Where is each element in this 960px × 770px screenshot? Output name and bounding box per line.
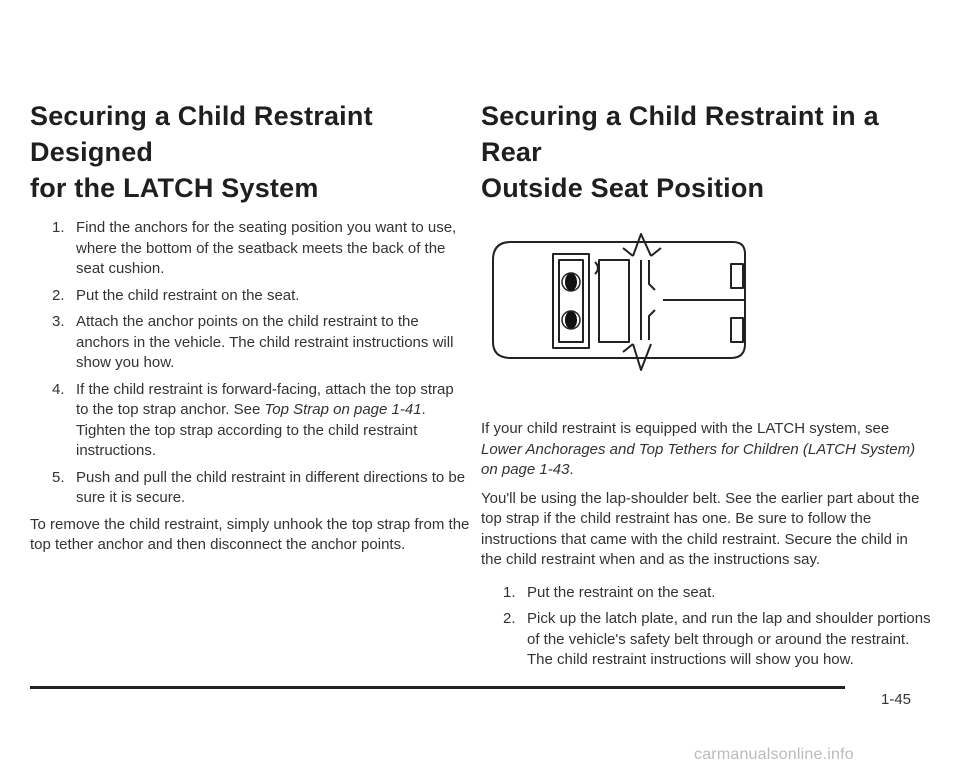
- page-number: 1-45: [881, 691, 912, 708]
- list-item: [481, 583, 931, 604]
- right-heading: [481, 98, 931, 206]
- list-item: [30, 468, 470, 509]
- step-text: . Tighten the top strap according to the child restraint instructions.: [76, 401, 426, 459]
- list-item: [30, 286, 470, 307]
- latch-reference-paragraph: [481, 419, 931, 481]
- rear-seat-diagram: [483, 224, 753, 394]
- lap-shoulder-paragraph: You'll be using the lap-shoulder belt. See the earlier part about the top strap if the child restraint has one. Be sure to follow the instructions that came with the child restraint. Secure the child in the child restraint when and as the instructions say.: [481, 489, 920, 568]
- list-item: [30, 218, 470, 280]
- step-number: 2.: [503, 610, 516, 627]
- step-text: Push and pull the child restraint in different directions to be sure it is secure.: [76, 468, 466, 506]
- anchor-marker: [565, 273, 577, 291]
- paragraph-text: If your child restraint is equipped with the LATCH system, see: [481, 420, 890, 437]
- watermark: carmanualsonline.info: [694, 746, 854, 763]
- cross-reference-link[interactable]: Top Strap on page 1-41: [264, 401, 422, 418]
- right-heading-line2: Outside Seat Position: [481, 173, 765, 203]
- paragraph-text: .: [569, 461, 574, 478]
- left-heading-line2: for the LATCH System: [30, 173, 319, 203]
- step-text: Pick up the latch plate, and run the lap and shoulder portions of the vehicle's safety belt through or around the restraint. The child restraint instructions will show you how.: [527, 610, 931, 668]
- footer-rule: [30, 686, 845, 689]
- step-number: 1.: [52, 219, 65, 236]
- left-heading-line1: Securing a Child Restraint Designed: [30, 101, 373, 167]
- removal-paragraph: To remove the child restraint, simply unhook the top strap from the top tether anchor and then disconnect the anchor points.: [30, 515, 470, 553]
- anchor-marker: [565, 311, 577, 329]
- left-column: [30, 98, 470, 564]
- right-column: [481, 98, 931, 677]
- list-item: [30, 380, 470, 462]
- step-number: 1.: [503, 583, 516, 601]
- outside-seat-steps-list: [481, 583, 931, 671]
- list-item: [30, 312, 470, 374]
- left-heading: [30, 98, 470, 206]
- step-text: Attach the anchor points on the child restraint to the anchors in the vehicle. The child restraint instructions will show you how.: [76, 313, 454, 371]
- list-item: [481, 609, 931, 671]
- step-number: 2.: [52, 286, 65, 304]
- step-text: Put the restraint on the seat.: [527, 583, 716, 601]
- cross-reference-link[interactable]: Lower Anchorages and Top Tethers for Children (LATCH System) on page 1-43: [481, 440, 916, 478]
- step-text: If the child restraint is forward-facing, attach the top strap to the top strap anchor. See: [76, 380, 454, 418]
- arrow-up-icon: [633, 234, 651, 256]
- step-number: 3.: [52, 313, 65, 330]
- right-heading-line1: Securing a Child Restraint in a Rear: [481, 101, 879, 167]
- step-text: Find the anchors for the seating position you want to use, where the bottom of the seatback meets the back of the seat cushion.: [76, 219, 457, 277]
- step-number: 4.: [52, 380, 65, 398]
- step-text: Put the child restraint on the seat.: [76, 286, 300, 304]
- step-number: 5.: [52, 468, 65, 486]
- latch-steps-list: [30, 218, 470, 509]
